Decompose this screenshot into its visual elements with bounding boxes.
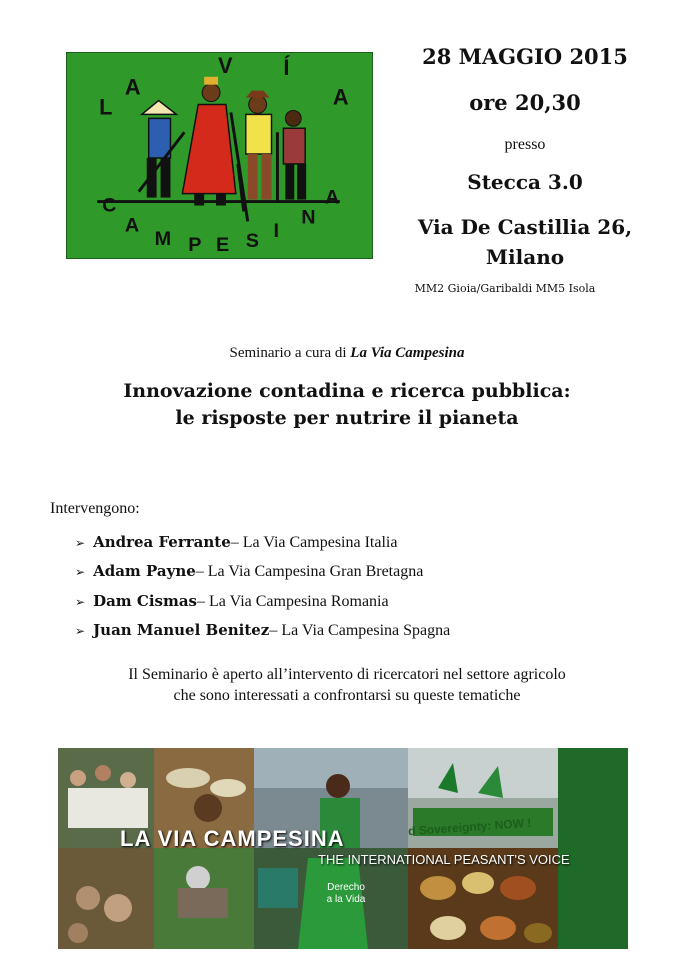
- venue-address: [395, 212, 655, 272]
- logo-letter-bottom-3: M: [154, 228, 172, 251]
- banner-sign-text: d Sovereignty: NOW !: [407, 815, 532, 839]
- transit-info: MM2 Gioia/Garibaldi MM5 Isola: [414, 282, 596, 295]
- banner-apron-text: [322, 882, 370, 906]
- organizer-name: La Via Campesina: [350, 345, 465, 361]
- logo-letter-top-2: A: [124, 74, 141, 100]
- venue-name: Stecca 3.0: [467, 170, 583, 194]
- event-date: 28 MAGGIO 2015: [422, 44, 628, 69]
- logo-letter-bottom-7: I: [273, 220, 279, 243]
- logo-letter-top-4: Í: [283, 54, 290, 80]
- seminar-note: [0, 664, 694, 706]
- address-line-1: Via De Castillia 26,: [417, 215, 633, 239]
- logo-letter-bottom-5: E: [216, 234, 230, 257]
- arrow-bullet-icon: ➢: [75, 623, 86, 638]
- speaker-name: Dam Cismas: [93, 591, 198, 610]
- title-line-1: Innovazione contadina e ricerca pubblica:: [123, 380, 571, 402]
- seminar-intro: [0, 345, 694, 362]
- speaker-org: – La Via Campesina Italia: [230, 534, 398, 551]
- logo-letter-bottom-4: P: [188, 234, 202, 257]
- speaker-name: Andrea Ferrante: [93, 533, 231, 551]
- address-line-2: Milano: [485, 245, 565, 269]
- banner-subtitle: THE INTERNATIONAL PEASANT'S VOICE: [318, 852, 570, 867]
- speaker-org: – La Via Campesina Gran Bretagna: [195, 563, 424, 581]
- title-line-2: le risposte per nutrire il pianeta: [175, 407, 519, 429]
- la-via-campesina-logo: [66, 52, 373, 259]
- apron-line-1: Derecho: [327, 882, 365, 893]
- note-line-2: che sono interessati a confrontarsi su queste tematiche: [173, 687, 521, 704]
- speakers-list: [75, 533, 450, 650]
- speaker-name: Juan Manuel Benitez: [93, 620, 270, 639]
- speaker-item: [75, 592, 450, 621]
- event-time: ore 20,30: [469, 90, 581, 115]
- logo-letter-top-1: L: [99, 94, 113, 120]
- logo-letter-bottom-8: N: [301, 206, 316, 229]
- speaker-item: [75, 533, 450, 562]
- speaker-item: [75, 621, 450, 650]
- logo-letter-top-3: V: [218, 53, 233, 78]
- logo-letter-top-5: A: [332, 84, 349, 110]
- presso-label: presso: [504, 136, 546, 153]
- speaker-org: – La Via Campesina Romania: [197, 592, 389, 610]
- speaker-item: [75, 562, 450, 591]
- note-line-1: Il Seminario è aperto all’intervento di ricercatori nel settore agricolo: [128, 666, 566, 683]
- intro-text: Seminario a cura di: [229, 345, 351, 361]
- logo-letter-bottom-9: A: [324, 186, 340, 209]
- logo-letter-bottom-1: C: [102, 194, 117, 217]
- arrow-bullet-icon: ➢: [75, 594, 86, 609]
- speaker-name: Adam Payne: [93, 562, 196, 581]
- seminar-title: [0, 378, 694, 432]
- banner-title: LA VIA CAMPESINA: [120, 826, 345, 851]
- arrow-bullet-icon: ➢: [75, 565, 86, 580]
- logo-letter-bottom-2: A: [124, 214, 140, 237]
- speakers-label: Intervengono:: [50, 500, 140, 517]
- logo-illustration: [67, 53, 372, 258]
- apron-line-2: a la Vida: [326, 894, 366, 905]
- arrow-bullet-icon: ➢: [75, 536, 86, 550]
- speaker-org: – La Via Campesina Spagna: [269, 621, 451, 639]
- logo-letter-bottom-6: S: [245, 230, 259, 253]
